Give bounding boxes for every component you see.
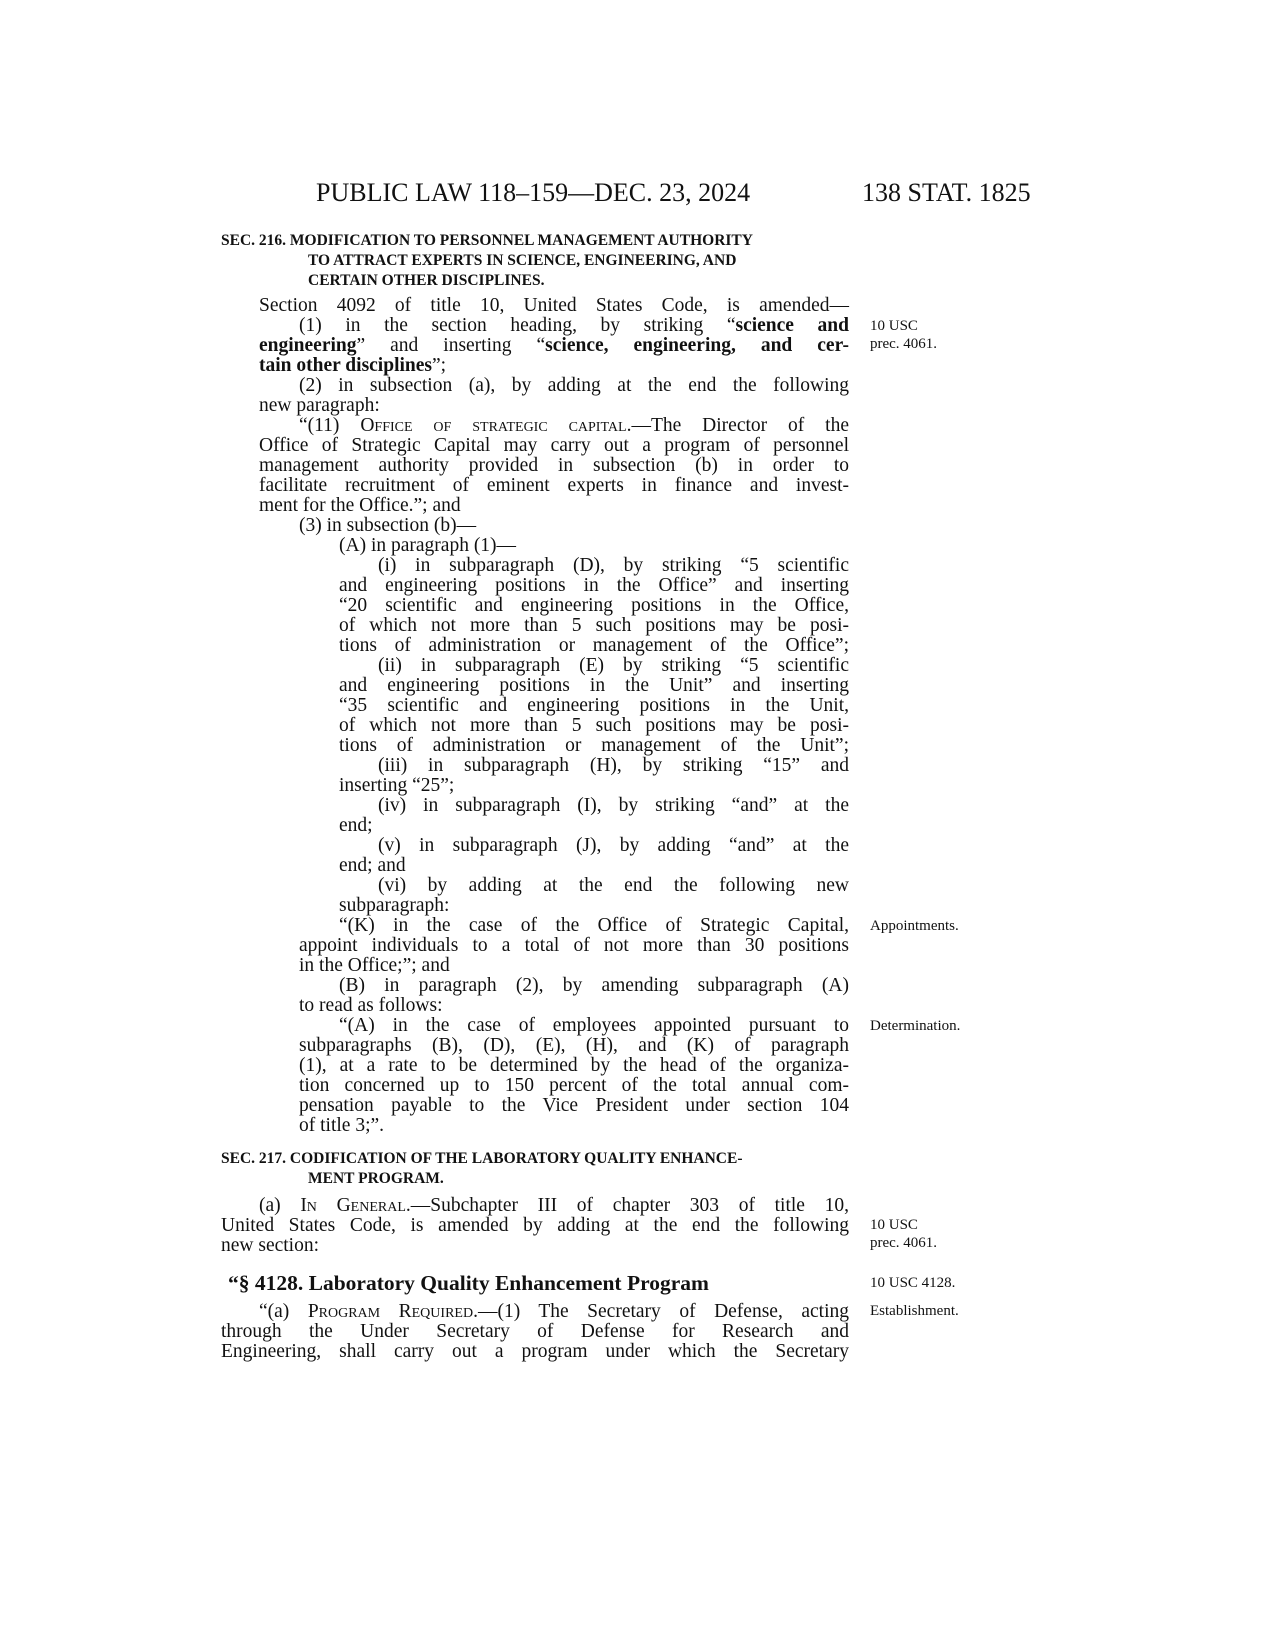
margin-note-usc-4128: 10 USC 4128.	[870, 1275, 956, 1291]
body-line: appoint individuals to a total of not more than 30 positions	[299, 935, 849, 956]
body-line: end; and	[339, 855, 406, 876]
body-line: management authority provided in subsection (b) in order to	[259, 455, 849, 476]
body-line: subparagraph:	[339, 895, 450, 916]
body-line: ment for the Office.”; and	[259, 495, 461, 516]
body-line: tain other disciplines”;	[259, 355, 447, 376]
margin-note-appointments: Appointments.	[870, 918, 959, 934]
margin-note-determination: Determination.	[870, 1018, 961, 1034]
body-line: (B) in paragraph (2), by amending subparagraph (A)	[339, 975, 849, 996]
body-line: “(a) Program Required.—(1) The Secretary of Defense, acting	[259, 1301, 849, 1322]
body-line: Engineering, shall carry out a program under which the Secretary	[221, 1341, 849, 1362]
body-line: inserting “25”;	[339, 775, 455, 796]
body-line: (1) in the section heading, by striking “science and	[299, 315, 849, 336]
body-line: and engineering positions in the Office” and inserting	[339, 575, 849, 596]
body-line: (ii) in subparagraph (E) by striking “5 scientific	[378, 655, 849, 676]
sec-216-heading-line-1: SEC. 216. MODIFICATION TO PERSONNEL MANAGEMENT AUTHORITY	[221, 232, 753, 249]
body-line: facilitate recruitment of eminent experts in finance and invest-	[259, 475, 849, 496]
body-line: Office of Strategic Capital may carry out a program of personnel	[259, 435, 849, 456]
sec-217-heading-line-2: MENT PROGRAM.	[308, 1170, 444, 1187]
sec-217-heading-line-1: SEC. 217. CODIFICATION OF THE LABORATORY QUALITY ENHANCE-	[221, 1150, 743, 1167]
body-line: (A) in paragraph (1)—	[339, 535, 517, 556]
body-line: of title 3;”.	[299, 1115, 385, 1136]
body-line: (vi) by adding at the end the following new	[378, 875, 849, 896]
body-line: pensation payable to the Vice President under section 104	[299, 1095, 849, 1116]
body-line: in the Office;”; and	[299, 955, 450, 976]
body-line: tions of administration or management of the Office”;	[339, 635, 849, 656]
body-line: to read as follows:	[299, 995, 443, 1016]
page-header-stat: 138 STAT. 1825	[862, 178, 1031, 207]
margin-note-usc-line-2: prec. 4061.	[870, 1235, 938, 1251]
margin-note-usc-line-1: 10 USC	[870, 318, 918, 334]
margin-note-establishment: Establishment.	[870, 1303, 959, 1319]
body-line: “(11) Office of strategic capital.—The Director of the	[299, 415, 849, 436]
body-line: of which not more than 5 such positions may be posi-	[339, 615, 849, 636]
body-line: new paragraph:	[259, 395, 380, 416]
body-line: through the Under Secretary of Defense for Research and	[221, 1321, 849, 1342]
sec-216-heading-line-2: TO ATTRACT EXPERTS IN SCIENCE, ENGINEERING, AND	[308, 252, 737, 269]
body-line: (i) in subparagraph (D), by striking “5 scientific	[378, 555, 849, 576]
body-line: United States Code, is amended by adding at the end the following	[221, 1215, 849, 1236]
body-line: new section:	[221, 1235, 320, 1256]
body-line: and engineering positions in the Unit” and inserting	[339, 675, 849, 696]
body-line: (iv) in subparagraph (I), by striking “and” at the	[378, 795, 849, 816]
margin-note-usc-line-1: 10 USC	[870, 1217, 918, 1233]
body-line: “(A) in the case of employees appointed pursuant to	[339, 1015, 849, 1036]
body-line: tions of administration or management of the Unit”;	[339, 735, 849, 756]
section-4128-heading: “§ 4128. Laboratory Quality Enhancement Program	[228, 1271, 709, 1295]
body-line: subparagraphs (B), (D), (E), (H), and (K) of paragraph	[299, 1035, 849, 1056]
body-line: tion concerned up to 150 percent of the total annual com-	[299, 1075, 849, 1096]
body-line: (3) in subsection (b)—	[299, 515, 477, 536]
body-line: (a) In General.—Subchapter III of chapter 303 of title 10,	[259, 1195, 849, 1216]
body-line: (iii) in subparagraph (H), by striking “15” and	[378, 755, 849, 776]
body-line: “20 scientific and engineering positions in the Office,	[339, 595, 849, 616]
margin-note-usc-line-2: prec. 4061.	[870, 336, 938, 352]
body-line: “35 scientific and engineering positions in the Unit,	[339, 695, 849, 716]
body-line: (v) in subparagraph (J), by adding “and” at the	[378, 835, 849, 856]
sec-216-heading-line-3: CERTAIN OTHER DISCIPLINES.	[308, 272, 545, 289]
page-header-title: PUBLIC LAW 118–159—DEC. 23, 2024	[316, 178, 751, 207]
body-line: engineering” and inserting “science, engineering, and cer-	[259, 335, 849, 356]
body-line: of which not more than 5 such positions may be posi-	[339, 715, 849, 736]
body-line: (1), at a rate to be determined by the head of the organiza-	[299, 1055, 849, 1076]
body-line: end;	[339, 815, 373, 836]
body-line: (2) in subsection (a), by adding at the end the following	[299, 375, 849, 396]
body-line: “(K) in the case of the Office of Strategic Capital,	[339, 915, 849, 936]
body-line: Section 4092 of title 10, United States Code, is amended—	[259, 295, 849, 316]
